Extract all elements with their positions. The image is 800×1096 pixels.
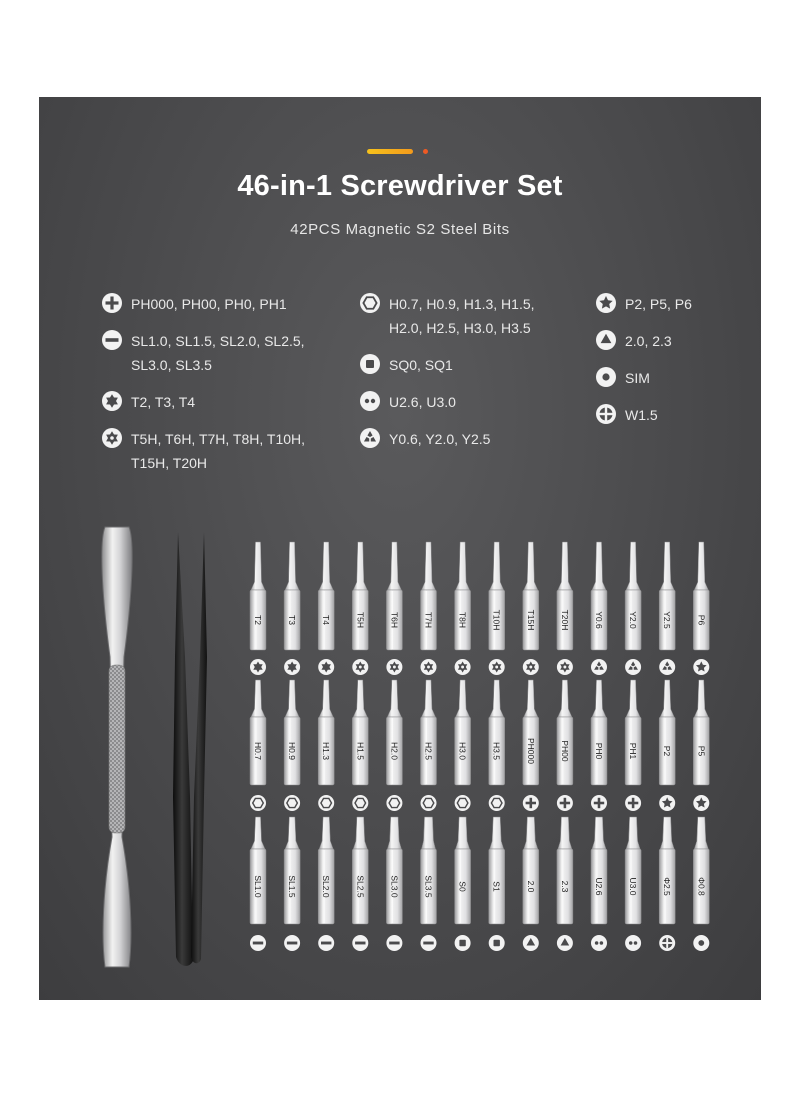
bit-label: T20H <box>559 609 570 631</box>
screwdriver-bit <box>455 680 471 811</box>
bit-label: Y0.6 <box>594 611 604 629</box>
legend-text: SQ0, SQ1 <box>389 357 453 373</box>
screwdriver-bit <box>557 817 573 951</box>
torxh-icon <box>523 659 539 675</box>
bit-label: S1 <box>491 881 502 892</box>
screwdriver-bit <box>591 680 607 811</box>
spudger-tool <box>102 527 132 967</box>
tri-icon <box>659 659 675 675</box>
bit-label: T15H <box>525 609 536 631</box>
slot-icon <box>386 935 402 951</box>
bit-label: S0 <box>457 881 468 892</box>
bits-grid <box>250 542 709 951</box>
bit-label: H2.5 <box>423 742 434 760</box>
screwdriver-bit <box>352 817 368 951</box>
triangle-icon <box>523 935 539 951</box>
screwdriver-bit <box>386 542 402 675</box>
screwdriver-bit <box>284 680 300 811</box>
bit-label: SL2.0 <box>321 875 332 898</box>
torxh-icon <box>455 659 471 675</box>
bit-label: T5H <box>355 611 366 629</box>
page-title: 46-in-1 Screwdriver Set <box>237 170 563 202</box>
legend-text: SL1.0, SL1.5, SL2.0, SL2.5, SL3.0, SL3.5 <box>131 333 305 373</box>
screwdriver-bit <box>557 542 573 675</box>
screwdriver-bit <box>523 542 539 675</box>
screwdriver-bit <box>693 542 709 675</box>
screwdriver-bit <box>284 817 300 951</box>
bit-label: P5 <box>696 745 707 757</box>
screwdriver-bit <box>318 680 334 811</box>
bit-label: PH000 <box>525 738 536 764</box>
bit-label: T6H <box>389 611 400 629</box>
slot-icon <box>318 935 334 951</box>
ushape-icon <box>591 935 607 951</box>
bit-label: T8H <box>457 611 468 629</box>
phillips-icon <box>625 795 641 811</box>
penta-icon <box>693 659 709 675</box>
screwdriver-bit <box>625 680 641 811</box>
tri-icon <box>625 659 641 675</box>
legend-text: PH000, PH00, PH0, PH1 <box>131 296 287 312</box>
bit-label: H1.5 <box>355 742 366 760</box>
screwdriver-bit <box>421 817 437 951</box>
bit-label: T3 <box>287 615 298 625</box>
screwdriver-bit <box>250 817 266 951</box>
bit-label: SL1.5 <box>287 875 298 898</box>
screwdriver-bit <box>421 680 437 811</box>
bit-label: H0.9 <box>287 742 298 760</box>
screwdriver-bit <box>421 542 437 675</box>
screwdriver-bit <box>659 680 675 811</box>
screwdriver-bit <box>318 817 334 951</box>
hex-icon <box>489 795 505 811</box>
legend-text: U2.6, U3.0 <box>389 394 456 410</box>
screwdriver-bit <box>557 680 573 811</box>
bit-label: T4 <box>321 615 332 625</box>
bit-label: Y2.5 <box>662 611 673 629</box>
screwdriver-bit <box>250 542 266 675</box>
bit-label: T7H <box>423 611 434 629</box>
screwdriver-bit <box>386 680 402 811</box>
bit-label: T10H <box>491 609 502 631</box>
torx-icon <box>250 659 266 675</box>
hex-icon <box>284 795 300 811</box>
screwdriver-bit <box>625 542 641 675</box>
screwdriver-bit <box>659 542 675 675</box>
bit-label: Φ0.8 <box>696 877 707 896</box>
screwdriver-bit <box>523 817 539 951</box>
hex-icon <box>250 795 266 811</box>
phillips-icon <box>557 795 573 811</box>
bit-label: P6 <box>696 614 707 626</box>
torx-icon <box>284 659 300 675</box>
slot-icon <box>421 935 437 951</box>
phillips-icon <box>523 795 539 811</box>
torxh-icon <box>557 659 573 675</box>
bit-label: SL3.0 <box>389 875 400 898</box>
screwdriver-bit <box>455 817 471 951</box>
phillips-icon <box>591 795 607 811</box>
screwdriver-bit <box>386 817 402 951</box>
bit-label: Φ2.5 <box>662 877 673 896</box>
screwdriver-bit <box>352 542 368 675</box>
tri-icon <box>591 659 607 675</box>
legend-text: SIM <box>625 370 650 386</box>
bit-label: PH0 <box>594 742 604 760</box>
screwdriver-bit <box>250 680 266 811</box>
product-panel <box>39 97 761 1000</box>
screwdriver-bit <box>352 680 368 811</box>
triangle-icon <box>557 935 573 951</box>
screwdriver-bit <box>591 542 607 675</box>
legend-text: W1.5 <box>625 407 658 423</box>
legend-text: 2.0, 2.3 <box>625 333 672 349</box>
screwdriver-bit <box>693 817 709 951</box>
hex-icon <box>386 795 402 811</box>
bit-label: H0.7 <box>253 742 263 760</box>
tweezers-tool <box>173 532 207 966</box>
tools-illustration <box>39 97 761 1000</box>
screwdriver-bit <box>489 817 505 951</box>
square-icon <box>455 935 471 951</box>
torxh-icon <box>421 659 437 675</box>
bit-label: H3.0 <box>457 742 468 760</box>
screwdriver-bit <box>659 817 675 951</box>
screwdriver-bit <box>693 680 709 811</box>
hex-icon <box>352 795 368 811</box>
legend-text: H0.7, H0.9, H1.3, H1.5, H2.0, H2.5, H3.0, H3.5 <box>389 296 535 336</box>
bit-label: U3.0 <box>628 877 639 896</box>
penta-icon <box>693 795 709 811</box>
bit-label: H1.3 <box>321 742 332 760</box>
screwdriver-bit <box>489 680 505 811</box>
legend-text: Y0.6, Y2.0, Y2.5 <box>389 431 491 447</box>
bit-label: U2.6 <box>594 877 604 896</box>
legend-text: P2, P5, P6 <box>625 296 692 312</box>
bit-label: PH1 <box>628 742 639 760</box>
hex-icon <box>318 795 334 811</box>
crossw-icon <box>659 935 675 951</box>
screwdriver-bit <box>318 542 334 675</box>
sim-icon <box>693 935 709 951</box>
slot-icon <box>352 935 368 951</box>
square-icon <box>489 935 505 951</box>
hex-icon <box>421 795 437 811</box>
bit-label: SL2.5 <box>355 875 366 898</box>
screwdriver-bit <box>591 817 607 951</box>
bit-label: 2.3 <box>559 880 570 893</box>
bit-label: P2 <box>662 745 673 757</box>
screwdriver-bit <box>284 542 300 675</box>
torxh-icon <box>386 659 402 675</box>
screwdriver-bit <box>523 680 539 811</box>
ushape-icon <box>625 935 641 951</box>
legend-text: T5H, T6H, T7H, T8H, T10H, T15H, T20H <box>131 431 306 471</box>
screwdriver-bit <box>625 817 641 951</box>
bit-label: 2.0 <box>525 880 536 893</box>
penta-icon <box>659 795 675 811</box>
screwdriver-bit <box>489 542 505 675</box>
slot-icon <box>284 935 300 951</box>
torx-icon <box>318 659 334 675</box>
legend-text: T2, T3, T4 <box>131 394 196 410</box>
screwdriver-bit <box>455 542 471 675</box>
bit-label: H2.0 <box>389 742 400 760</box>
hex-icon <box>455 795 471 811</box>
torxh-icon <box>489 659 505 675</box>
bit-label: T2 <box>253 615 263 625</box>
bit-label: Y2.0 <box>628 611 639 629</box>
slot-icon <box>250 935 266 951</box>
page-subtitle: 42PCS Magnetic S2 Steel Bits <box>290 221 510 238</box>
bit-label: SL1.0 <box>253 875 263 898</box>
bit-label: PH00 <box>559 740 570 762</box>
bit-label: SL3.5 <box>423 875 434 898</box>
bit-label: H3.5 <box>491 742 502 760</box>
torxh-icon <box>352 659 368 675</box>
